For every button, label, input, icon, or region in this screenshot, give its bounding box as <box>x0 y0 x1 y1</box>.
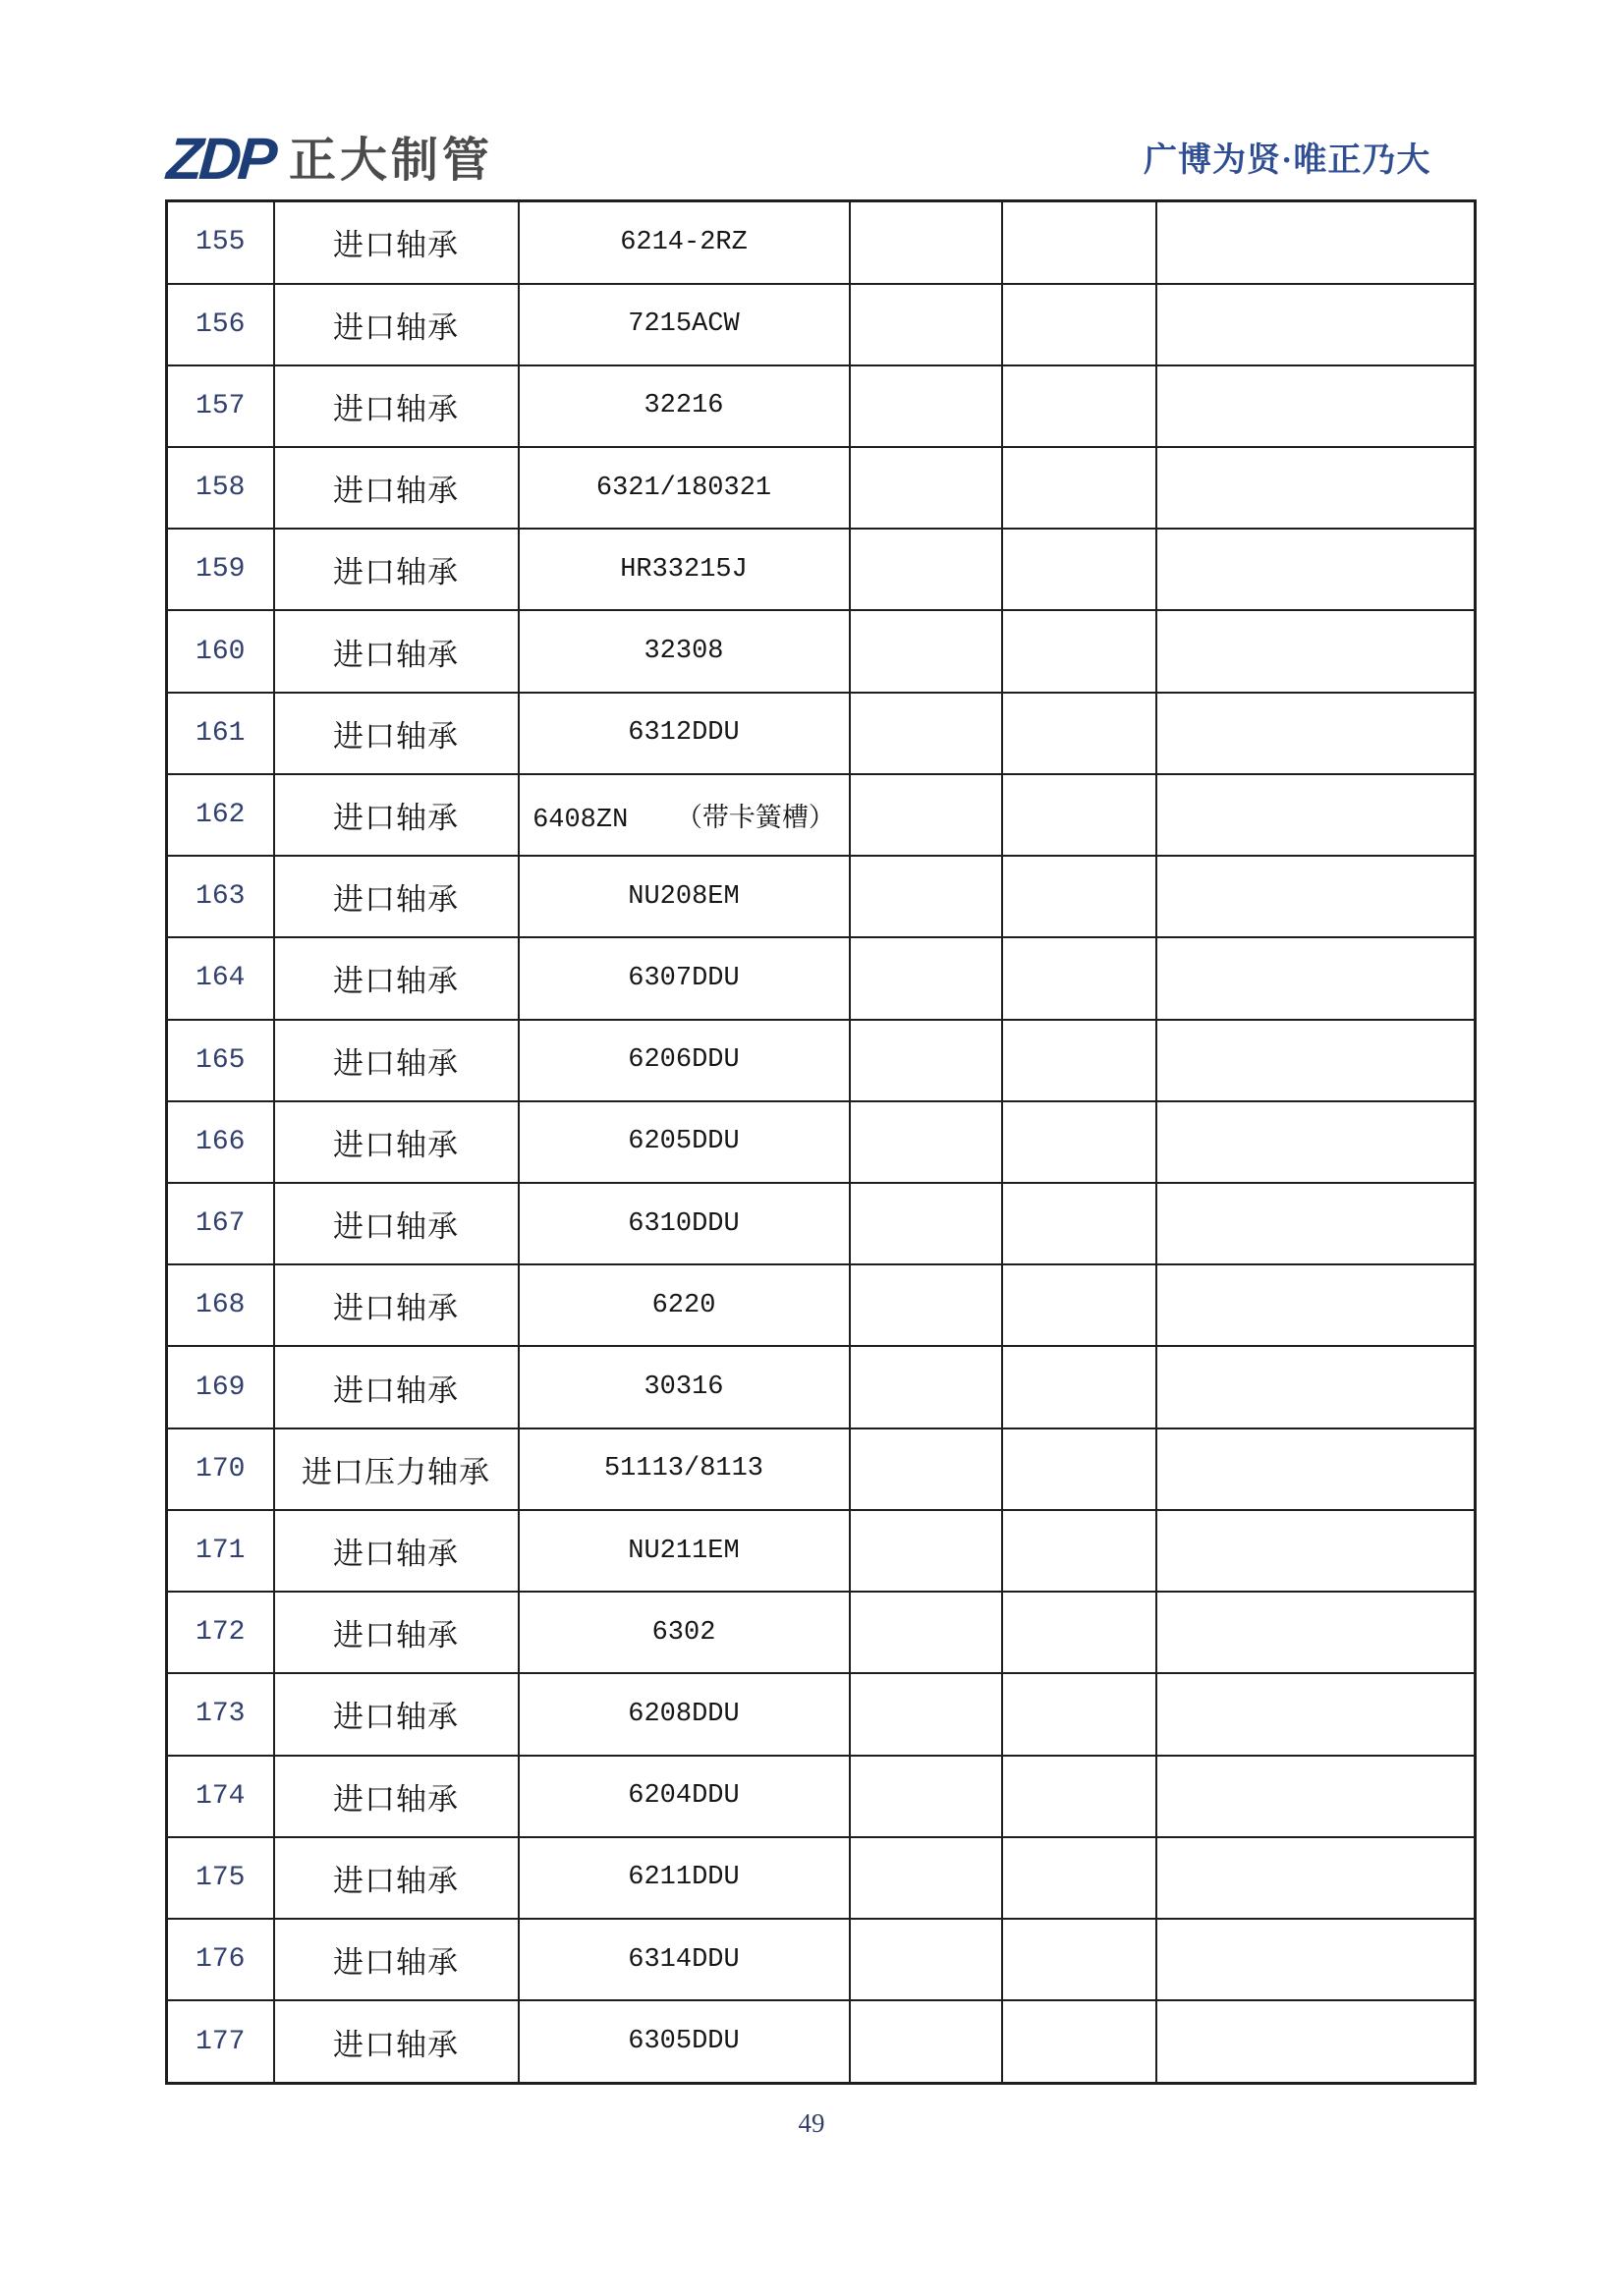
cell-empty-3 <box>1156 693 1476 774</box>
zdp-logo-icon: ZDP <box>164 126 276 192</box>
cell-empty-2 <box>1002 1264 1156 1346</box>
cell-category: 进口轴承 <box>274 1101 519 1183</box>
table-row <box>167 365 1476 447</box>
table-row <box>167 1183 1476 1264</box>
cell-empty-1 <box>850 1428 1002 1510</box>
cell-empty-1 <box>850 693 1002 774</box>
cell-empty-3 <box>1156 1756 1476 1837</box>
parts-table <box>165 199 1477 2085</box>
company-name: 正大制管 <box>289 135 494 187</box>
cell-category: 进口轴承 <box>274 1020 519 1101</box>
cell-empty-1 <box>850 774 1002 856</box>
table-row <box>167 2000 1476 2083</box>
cell-index: 167 <box>167 1183 274 1264</box>
page-number: 49 <box>798 2108 825 2138</box>
cell-model: 6208DDU <box>519 1673 850 1755</box>
cell-empty-2 <box>1002 2000 1156 2083</box>
cell-empty-1 <box>850 610 1002 692</box>
cell-empty-3 <box>1156 1183 1476 1264</box>
cell-index: 174 <box>167 1756 274 1837</box>
cell-empty-2 <box>1002 447 1156 529</box>
cell-model: 6204DDU <box>519 1756 850 1837</box>
cell-empty-1 <box>850 1592 1002 1673</box>
table-row <box>167 1510 1476 1592</box>
cell-index: 175 <box>167 1837 274 1919</box>
cell-model: 32308 <box>519 610 850 692</box>
cell-model: 6205DDU <box>519 1101 850 1183</box>
table-row <box>167 610 1476 692</box>
cell-empty-2 <box>1002 365 1156 447</box>
cell-category: 进口轴承 <box>274 1183 519 1264</box>
cell-empty-1 <box>850 529 1002 610</box>
cell-category: 进口轴承 <box>274 937 519 1019</box>
cell-index: 158 <box>167 447 274 529</box>
cell-model: 6408ZN （带卡簧槽） <box>519 774 850 856</box>
cell-empty-1 <box>850 1346 1002 1428</box>
cell-category: 进口压力轴承 <box>274 1428 519 1510</box>
cell-empty-3 <box>1156 856 1476 937</box>
cell-index: 172 <box>167 1592 274 1673</box>
cell-model: 51113/8113 <box>519 1428 850 1510</box>
cell-empty-2 <box>1002 1101 1156 1183</box>
cell-index: 176 <box>167 1919 274 2000</box>
cell-category: 进口轴承 <box>274 284 519 365</box>
cell-empty-3 <box>1156 610 1476 692</box>
cell-empty-3 <box>1156 1837 1476 1919</box>
cell-empty-2 <box>1002 1837 1156 1919</box>
cell-model: 30316 <box>519 1346 850 1428</box>
cell-empty-1 <box>850 1101 1002 1183</box>
cell-empty-1 <box>850 365 1002 447</box>
table-row <box>167 693 1476 774</box>
cell-index: 177 <box>167 2000 274 2083</box>
cell-empty-2 <box>1002 1919 1156 2000</box>
cell-model: 6310DDU <box>519 1183 850 1264</box>
cell-empty-1 <box>850 1020 1002 1101</box>
table-row <box>167 1673 1476 1755</box>
cell-empty-2 <box>1002 1183 1156 1264</box>
cell-empty-3 <box>1156 2000 1476 2083</box>
cell-empty-2 <box>1002 937 1156 1019</box>
cell-model: 6220 <box>519 1264 850 1346</box>
table-row <box>167 447 1476 529</box>
cell-category: 进口轴承 <box>274 774 519 856</box>
cell-index: 165 <box>167 1020 274 1101</box>
table-row <box>167 529 1476 610</box>
cell-category: 进口轴承 <box>274 1510 519 1592</box>
cell-category: 进口轴承 <box>274 610 519 692</box>
table-row <box>167 1264 1476 1346</box>
cell-index: 160 <box>167 610 274 692</box>
cell-index: 159 <box>167 529 274 610</box>
cell-empty-1 <box>850 284 1002 365</box>
cell-model: 6302 <box>519 1592 850 1673</box>
cell-empty-1 <box>850 1919 1002 2000</box>
cell-index: 166 <box>167 1101 274 1183</box>
cell-category: 进口轴承 <box>274 1756 519 1837</box>
cell-model: NU211EM <box>519 1510 850 1592</box>
cell-empty-2 <box>1002 1428 1156 1510</box>
table-row <box>167 937 1476 1019</box>
cell-empty-3 <box>1156 774 1476 856</box>
cell-index: 157 <box>167 365 274 447</box>
cell-empty-2 <box>1002 693 1156 774</box>
cell-index: 173 <box>167 1673 274 1755</box>
cell-index: 164 <box>167 937 274 1019</box>
cell-model: 6307DDU <box>519 937 850 1019</box>
cell-empty-3 <box>1156 284 1476 365</box>
cell-category: 进口轴承 <box>274 1346 519 1428</box>
cell-empty-3 <box>1156 1101 1476 1183</box>
cell-index: 155 <box>167 201 274 284</box>
cell-empty-2 <box>1002 1346 1156 1428</box>
table-row <box>167 1020 1476 1101</box>
cell-empty-2 <box>1002 1673 1156 1755</box>
cell-model: NU208EM <box>519 856 850 937</box>
cell-model: 6321/180321 <box>519 447 850 529</box>
table-row <box>167 774 1476 856</box>
cell-empty-1 <box>850 1264 1002 1346</box>
cell-category: 进口轴承 <box>274 365 519 447</box>
cell-empty-1 <box>850 1183 1002 1264</box>
cell-index: 163 <box>167 856 274 937</box>
parts-table-body <box>167 201 1476 2084</box>
cell-empty-3 <box>1156 1428 1476 1510</box>
cell-index: 161 <box>167 693 274 774</box>
cell-index: 156 <box>167 284 274 365</box>
company-logo <box>164 120 494 192</box>
table-row <box>167 1837 1476 1919</box>
cell-index: 171 <box>167 1510 274 1592</box>
cell-category: 进口轴承 <box>274 1264 519 1346</box>
cell-category: 进口轴承 <box>274 1919 519 2000</box>
table-row <box>167 284 1476 365</box>
cell-empty-3 <box>1156 1264 1476 1346</box>
cell-empty-1 <box>850 1756 1002 1837</box>
cell-empty-1 <box>850 1510 1002 1592</box>
cell-empty-3 <box>1156 1020 1476 1101</box>
cell-empty-3 <box>1156 201 1476 284</box>
company-slogan: 广博为贤·唯正乃大 <box>1144 142 1431 179</box>
table-row <box>167 1919 1476 2000</box>
table-row <box>167 1346 1476 1428</box>
cell-model: 6312DDU <box>519 693 850 774</box>
cell-category: 进口轴承 <box>274 693 519 774</box>
cell-empty-2 <box>1002 201 1156 284</box>
table-row <box>167 856 1476 937</box>
cell-model: 6305DDU <box>519 2000 850 2083</box>
cell-empty-2 <box>1002 1020 1156 1101</box>
table-row <box>167 1428 1476 1510</box>
cell-category: 进口轴承 <box>274 856 519 937</box>
cell-empty-3 <box>1156 529 1476 610</box>
table-row <box>167 1101 1476 1183</box>
cell-category: 进口轴承 <box>274 2000 519 2083</box>
cell-category: 进口轴承 <box>274 201 519 284</box>
cell-index: 170 <box>167 1428 274 1510</box>
cell-empty-2 <box>1002 284 1156 365</box>
cell-category: 进口轴承 <box>274 1673 519 1755</box>
cell-empty-1 <box>850 1673 1002 1755</box>
cell-empty-2 <box>1002 1592 1156 1673</box>
table-row <box>167 1756 1476 1837</box>
cell-empty-3 <box>1156 1592 1476 1673</box>
cell-model: 6214-2RZ <box>519 201 850 284</box>
cell-empty-1 <box>850 2000 1002 2083</box>
cell-empty-3 <box>1156 1346 1476 1428</box>
cell-empty-1 <box>850 856 1002 937</box>
cell-empty-3 <box>1156 937 1476 1019</box>
cell-index: 168 <box>167 1264 274 1346</box>
cell-model: 6206DDU <box>519 1020 850 1101</box>
cell-category: 进口轴承 <box>274 447 519 529</box>
cell-empty-1 <box>850 447 1002 529</box>
cell-empty-3 <box>1156 1673 1476 1755</box>
cell-empty-3 <box>1156 447 1476 529</box>
cell-empty-1 <box>850 201 1002 284</box>
cell-model: HR33215J <box>519 529 850 610</box>
cell-index: 162 <box>167 774 274 856</box>
cell-model: 6211DDU <box>519 1837 850 1919</box>
cell-empty-2 <box>1002 774 1156 856</box>
cell-empty-1 <box>850 1837 1002 1919</box>
cell-model: 32216 <box>519 365 850 447</box>
cell-category: 进口轴承 <box>274 529 519 610</box>
cell-category: 进口轴承 <box>274 1592 519 1673</box>
cell-model: 6314DDU <box>519 1919 850 2000</box>
cell-empty-3 <box>1156 365 1476 447</box>
cell-index: 169 <box>167 1346 274 1428</box>
cell-empty-2 <box>1002 610 1156 692</box>
cell-empty-2 <box>1002 1510 1156 1592</box>
table-row <box>167 201 1476 284</box>
cell-empty-1 <box>850 937 1002 1019</box>
cell-empty-2 <box>1002 1756 1156 1837</box>
cell-empty-3 <box>1156 1510 1476 1592</box>
cell-category: 进口轴承 <box>274 1837 519 1919</box>
table-row <box>167 1592 1476 1673</box>
cell-empty-2 <box>1002 529 1156 610</box>
cell-empty-3 <box>1156 1919 1476 2000</box>
cell-empty-2 <box>1002 856 1156 937</box>
cell-model: 7215ACW <box>519 284 850 365</box>
